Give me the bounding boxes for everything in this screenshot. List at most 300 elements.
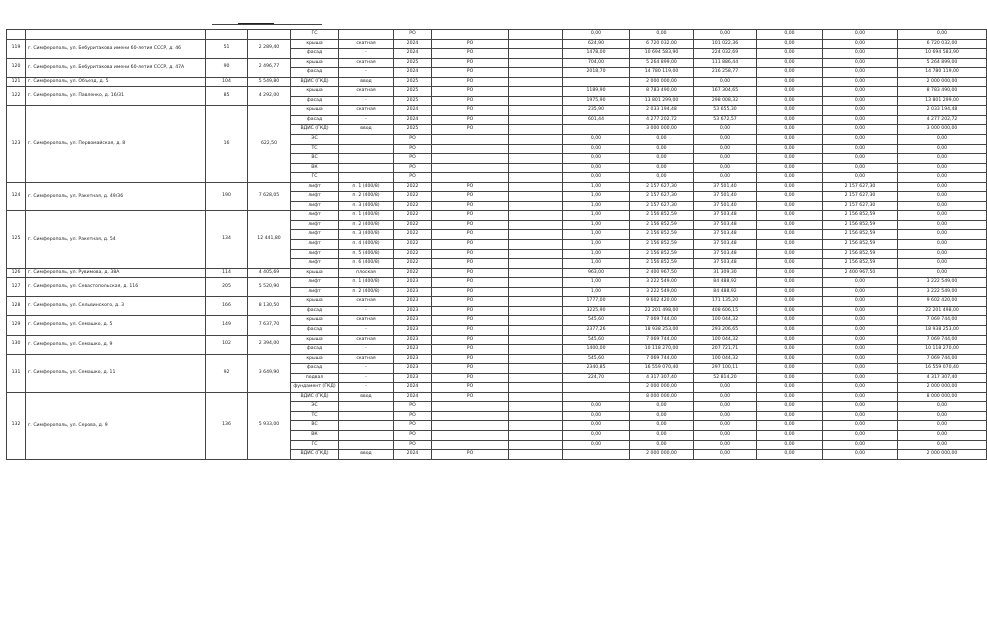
year-cell: РО <box>394 430 432 440</box>
operator-cell <box>432 411 509 421</box>
top-line <box>212 24 322 25</box>
fund-2022-cell: 0,00 <box>823 450 898 460</box>
cost-per-unit-cell: 0,00 <box>694 430 757 440</box>
work-type-cell: ЭС <box>291 402 339 412</box>
cost-total-cell: 10 694 583,90 <box>630 49 694 59</box>
row-number-cell: 125 <box>7 211 26 268</box>
cost-total-cell: 2 156 852,59 <box>630 211 694 221</box>
work-type-cell: ВДИС (ГКД) <box>291 77 339 87</box>
fund-2023-cell: 0,00 <box>898 163 987 173</box>
fund-2023-cell: 2 000 000,00 <box>898 450 987 460</box>
year-cell: 2022 <box>394 268 432 278</box>
blank-cell <box>509 421 563 431</box>
area-cell: 5 549,80 <box>248 77 291 87</box>
address-cell: г. Симферополь, ул. Севастопольская, д. 116 <box>26 278 206 297</box>
cost-per-unit-cell: 224 032,69 <box>694 49 757 59</box>
year-cell: РО <box>394 30 432 40</box>
cost-per-unit-cell: 0,00 <box>694 154 757 164</box>
operator-cell: РО <box>432 192 509 202</box>
fund-2021-cell: 0,00 <box>757 278 823 288</box>
work-type-cell: лифт <box>291 230 339 240</box>
cost-per-unit-cell: 37 503,48 <box>694 230 757 240</box>
operator-cell: РО <box>432 392 509 402</box>
row-number-cell: 119 <box>7 39 26 58</box>
fund-2021-cell: 0,00 <box>757 287 823 297</box>
operator-cell: РО <box>432 125 509 135</box>
cost-total-cell: 0,00 <box>630 440 694 450</box>
work-detail-cell: п. 2 (400/8) <box>339 192 394 202</box>
cost-total-cell: 5 264 899,00 <box>630 58 694 68</box>
year-cell: 2023 <box>394 335 432 345</box>
fund-2022-cell: 2 400 967,50 <box>823 268 898 278</box>
fund-2021-cell: 0,00 <box>757 220 823 230</box>
fund-2021-cell: 0,00 <box>757 115 823 125</box>
work-type-cell: лифт <box>291 220 339 230</box>
area-cell: 12 441,80 <box>248 211 291 268</box>
cost-per-unit-cell: 37 503,48 <box>694 240 757 250</box>
cost-total-cell: 3 000 000,00 <box>630 125 694 135</box>
operator-cell: РО <box>432 373 509 383</box>
fund-2022-cell: 0,00 <box>823 392 898 402</box>
volume-cell <box>563 383 630 393</box>
address-cell: г. Симферополь, ул. Бебуритакова имени 60-летия СССР, д. 47А <box>26 58 206 77</box>
fund-2023-cell: 14 780 119,00 <box>898 68 987 78</box>
fund-2021-cell: 0,00 <box>757 163 823 173</box>
fund-2023-cell: 5 264 899,00 <box>898 58 987 68</box>
work-detail-cell: п. 3 (400/8) <box>339 230 394 240</box>
cost-per-unit-cell: 0,00 <box>694 402 757 412</box>
apartments-cell: 149 <box>206 316 248 335</box>
work-detail-cell: п. 2 (400/8) <box>339 287 394 297</box>
cost-total-cell: 3 222 549,00 <box>630 287 694 297</box>
cost-total-cell: 16 559 070,40 <box>630 364 694 374</box>
fund-2023-cell: 0,00 <box>898 230 987 240</box>
fund-2022-cell: 0,00 <box>823 325 898 335</box>
blank-cell <box>509 182 563 192</box>
fund-2022-cell: 0,00 <box>823 354 898 364</box>
fund-2021-cell: 0,00 <box>757 325 823 335</box>
work-type-cell: ВС <box>291 421 339 431</box>
cost-total-cell: 7 069 744,00 <box>630 354 694 364</box>
cost-total-cell: 2 156 852,59 <box>630 240 694 250</box>
blank-cell <box>509 278 563 288</box>
fund-2022-cell: 2 156 852,59 <box>823 230 898 240</box>
blank-cell <box>509 125 563 135</box>
cost-total-cell: 22 201 498,00 <box>630 306 694 316</box>
volume-cell: 0,00 <box>563 430 630 440</box>
work-detail-cell <box>339 173 394 183</box>
apartments-cell: 114 <box>206 268 248 278</box>
operator-cell: РО <box>432 230 509 240</box>
work-detail-cell: ввод <box>339 125 394 135</box>
address-cell: г. Симферополь, ул. Объезд, д. 5 <box>26 77 206 87</box>
work-type-cell: подвал <box>291 373 339 383</box>
work-type-cell: лифт <box>291 192 339 202</box>
table-row <box>7 39 987 49</box>
fund-2021-cell: 0,00 <box>757 440 823 450</box>
year-cell: 2024 <box>394 383 432 393</box>
blank-cell <box>509 192 563 202</box>
year-cell: 2025 <box>394 125 432 135</box>
cost-total-cell: 0,00 <box>630 154 694 164</box>
area-cell: 5 520,90 <box>248 278 291 297</box>
area-cell: 3 649,90 <box>248 354 291 392</box>
fund-2021-cell: 0,00 <box>757 144 823 154</box>
volume-cell: 1,00 <box>563 201 630 211</box>
work-detail-cell: плоская <box>339 268 394 278</box>
year-cell: 2024 <box>394 39 432 49</box>
fund-2023-cell: 4 317 307,40 <box>898 373 987 383</box>
volume-cell: 1975,90 <box>563 96 630 106</box>
year-cell: 2023 <box>394 278 432 288</box>
operator-cell: РО <box>432 354 509 364</box>
cost-per-unit-cell: 216 258,77 <box>694 68 757 78</box>
cost-total-cell: 0,00 <box>630 173 694 183</box>
fund-2023-cell: 0,00 <box>898 135 987 145</box>
work-type-cell: ГС <box>291 30 339 40</box>
work-detail-cell: скатная <box>339 354 394 364</box>
work-detail-cell: п. 1 (400/8) <box>339 182 394 192</box>
volume-cell: 624,90 <box>563 39 630 49</box>
fund-2022-cell: 0,00 <box>823 49 898 59</box>
year-cell: 2023 <box>394 297 432 307</box>
work-type-cell: фасад <box>291 96 339 106</box>
operator-cell: РО <box>432 240 509 250</box>
work-detail-cell: скатная <box>339 335 394 345</box>
fund-2021-cell: 0,00 <box>757 373 823 383</box>
table-row <box>7 392 987 402</box>
fund-2021-cell: 0,00 <box>757 39 823 49</box>
work-detail-cell: скатная <box>339 87 394 97</box>
operator-cell: РО <box>432 211 509 221</box>
fund-2021-cell: 0,00 <box>757 30 823 40</box>
cost-per-unit-cell: 0,00 <box>694 440 757 450</box>
operator-cell: РО <box>432 259 509 269</box>
work-detail-cell: п. 4 (400/8) <box>339 240 394 250</box>
blank-cell <box>509 144 563 154</box>
cost-per-unit-cell: 111 886,44 <box>694 58 757 68</box>
cost-per-unit-cell: 0,00 <box>694 30 757 40</box>
volume-cell: 0,00 <box>563 440 630 450</box>
blank-cell <box>509 430 563 440</box>
fund-2022-cell: 2 157 627,30 <box>823 192 898 202</box>
fund-2021-cell: 0,00 <box>757 392 823 402</box>
fund-2021-cell: 0,00 <box>757 364 823 374</box>
table-row <box>7 58 987 68</box>
table-row <box>7 316 987 326</box>
row-number-cell: 126 <box>7 268 26 278</box>
fund-2023-cell: 0,00 <box>898 154 987 164</box>
area-cell <box>248 30 291 40</box>
volume-cell: 0,00 <box>563 144 630 154</box>
fund-2023-cell: 2 000 000,00 <box>898 77 987 87</box>
work-type-cell: ТС <box>291 144 339 154</box>
area-cell: 5 933,00 <box>248 392 291 459</box>
cost-per-unit-cell: 171 135,20 <box>694 297 757 307</box>
fund-2023-cell: 0,00 <box>898 411 987 421</box>
volume-cell <box>563 392 630 402</box>
fund-2023-cell: 0,00 <box>898 440 987 450</box>
volume-cell: 545,60 <box>563 335 630 345</box>
area-cell: 2 496,77 <box>248 58 291 77</box>
cost-per-unit-cell: 0,00 <box>694 144 757 154</box>
volume-cell <box>563 77 630 87</box>
area-cell: 622,50 <box>248 106 291 182</box>
fund-2023-cell: 0,00 <box>898 402 987 412</box>
fund-2022-cell: 2 157 627,30 <box>823 182 898 192</box>
year-cell: РО <box>394 144 432 154</box>
cost-total-cell: 2 000 000,00 <box>630 383 694 393</box>
cost-per-unit-cell: 37 503,48 <box>694 259 757 269</box>
cost-per-unit-cell: 100 044,32 <box>694 316 757 326</box>
work-type-cell: ВДИС (ГКД) <box>291 392 339 402</box>
apartments-cell: 51 <box>206 39 248 58</box>
work-type-cell: крыша <box>291 39 339 49</box>
area-cell: 7 637,70 <box>248 316 291 335</box>
work-type-cell: лифт <box>291 249 339 259</box>
fund-2021-cell: 0,00 <box>757 96 823 106</box>
fund-2021-cell: 0,00 <box>757 268 823 278</box>
year-cell: 2022 <box>394 192 432 202</box>
work-type-cell: ВДИС (ГКД) <box>291 450 339 460</box>
cost-total-cell: 2 157 627,30 <box>630 182 694 192</box>
cost-per-unit-cell: 100 044,32 <box>694 354 757 364</box>
row-number-cell: 124 <box>7 182 26 211</box>
work-type-cell: ВДИС (ГКД) <box>291 125 339 135</box>
fund-2022-cell: 2 156 852,59 <box>823 240 898 250</box>
blank-cell <box>509 173 563 183</box>
cost-total-cell: 8 000 000,00 <box>630 392 694 402</box>
operator-cell <box>432 30 509 40</box>
work-detail-cell: скатная <box>339 39 394 49</box>
work-detail-cell: п. 2 (400/8) <box>339 220 394 230</box>
work-type-cell: лифт <box>291 201 339 211</box>
year-cell: 2022 <box>394 211 432 221</box>
fund-2021-cell: 0,00 <box>757 249 823 259</box>
blank-cell <box>509 49 563 59</box>
table-row <box>7 268 987 278</box>
fund-2022-cell: 0,00 <box>823 154 898 164</box>
address-cell: г. Симферополь, ул. Ракетная, д. 54 <box>26 211 206 268</box>
address-cell <box>26 30 206 40</box>
work-type-cell: лифт <box>291 259 339 269</box>
blank-cell <box>509 230 563 240</box>
work-type-cell: фасад <box>291 68 339 78</box>
volume-cell: 224,70 <box>563 373 630 383</box>
fund-2022-cell: 0,00 <box>823 287 898 297</box>
address-cell: г. Симферополь, ул. Семашко, д. 5 <box>26 316 206 335</box>
fund-2023-cell: 10 694 583,90 <box>898 49 987 59</box>
fund-2022-cell: 2 156 852,59 <box>823 249 898 259</box>
operator-cell: РО <box>432 345 509 355</box>
blank-cell <box>509 211 563 221</box>
volume-cell: 0,00 <box>563 154 630 164</box>
fund-2021-cell: 0,00 <box>757 316 823 326</box>
operator-cell: РО <box>432 249 509 259</box>
cost-total-cell: 18 938 253,00 <box>630 325 694 335</box>
year-cell: РО <box>394 163 432 173</box>
table-row <box>7 278 987 288</box>
work-detail-cell <box>339 421 394 431</box>
cost-total-cell: 2 000 000,00 <box>630 77 694 87</box>
cost-total-cell: 2 400 967,50 <box>630 268 694 278</box>
year-cell: 2023 <box>394 325 432 335</box>
year-cell: РО <box>394 421 432 431</box>
volume-cell: 2340,85 <box>563 364 630 374</box>
work-detail-cell: скатная <box>339 297 394 307</box>
work-type-cell: крыша <box>291 87 339 97</box>
apartments-cell: 90 <box>206 58 248 77</box>
volume-cell: 0,00 <box>563 173 630 183</box>
work-type-cell: фасад <box>291 49 339 59</box>
cost-per-unit-cell: 84 488,92 <box>694 287 757 297</box>
row-number-cell <box>7 30 26 40</box>
fund-2021-cell: 0,00 <box>757 182 823 192</box>
year-cell: РО <box>394 135 432 145</box>
fund-2023-cell: 9 602 420,00 <box>898 297 987 307</box>
cost-per-unit-cell: 37 501,40 <box>694 201 757 211</box>
address-cell: г. Симферополь, ул. Серова, д. 9 <box>26 392 206 459</box>
fund-2021-cell: 0,00 <box>757 173 823 183</box>
cost-per-unit-cell: 0,00 <box>694 77 757 87</box>
address-cell: г. Симферополь, ул. Семашко, д. 11 <box>26 354 206 392</box>
address-cell: г. Симферополь, ул. Бебуритакова имени 60-летия СССР, д. 46 <box>26 39 206 58</box>
fund-2021-cell: 0,00 <box>757 106 823 116</box>
blank-cell <box>509 316 563 326</box>
work-type-cell: ВК <box>291 430 339 440</box>
cost-total-cell: 4 317 307,40 <box>630 373 694 383</box>
year-cell: 2023 <box>394 354 432 364</box>
fund-2021-cell: 0,00 <box>757 430 823 440</box>
fund-2023-cell: 8 000 000,00 <box>898 392 987 402</box>
fund-2023-cell: 6 720 032,00 <box>898 39 987 49</box>
cost-total-cell: 0,00 <box>630 30 694 40</box>
work-type-cell: лифт <box>291 278 339 288</box>
work-type-cell: ВК <box>291 163 339 173</box>
fund-2023-cell: 0,00 <box>898 201 987 211</box>
fund-2021-cell: 0,00 <box>757 240 823 250</box>
volume-cell: 1,00 <box>563 220 630 230</box>
work-type-cell: крыша <box>291 268 339 278</box>
volume-cell: 545,60 <box>563 316 630 326</box>
fund-2021-cell: 0,00 <box>757 201 823 211</box>
volume-cell: 1400,00 <box>563 345 630 355</box>
work-type-cell: лифт <box>291 240 339 250</box>
blank-cell <box>509 440 563 450</box>
operator-cell <box>432 163 509 173</box>
work-detail-cell <box>339 402 394 412</box>
cost-total-cell: 0,00 <box>630 135 694 145</box>
table-row <box>7 211 987 221</box>
blank-cell <box>509 249 563 259</box>
work-detail-cell: ввод <box>339 392 394 402</box>
work-detail-cell: скатная <box>339 106 394 116</box>
fund-2023-cell: 10 118 270,00 <box>898 345 987 355</box>
cost-total-cell: 7 069 744,00 <box>630 335 694 345</box>
blank-cell <box>509 259 563 269</box>
fund-2022-cell: 0,00 <box>823 68 898 78</box>
fund-2023-cell: 0,00 <box>898 259 987 269</box>
fund-2021-cell: 0,00 <box>757 58 823 68</box>
fund-2023-cell: 0,00 <box>898 192 987 202</box>
volume-cell: 235,90 <box>563 106 630 116</box>
blank-cell <box>509 345 563 355</box>
fund-2021-cell: 0,00 <box>757 297 823 307</box>
address-cell: г. Симферополь, ул. Семашко, д. 9 <box>26 335 206 354</box>
fund-2022-cell: 0,00 <box>823 96 898 106</box>
fund-2023-cell: 22 201 498,00 <box>898 306 987 316</box>
year-cell: 2025 <box>394 87 432 97</box>
cost-total-cell: 2 000 000,00 <box>630 450 694 460</box>
fund-2022-cell: 2 156 852,59 <box>823 220 898 230</box>
blank-cell <box>509 297 563 307</box>
fund-2022-cell: 0,00 <box>823 373 898 383</box>
fund-2022-cell: 0,00 <box>823 383 898 393</box>
work-type-cell: лифт <box>291 211 339 221</box>
apartments-cell: 190 <box>206 182 248 211</box>
fund-2022-cell: 0,00 <box>823 440 898 450</box>
fund-2021-cell: 0,00 <box>757 49 823 59</box>
fund-2022-cell: 0,00 <box>823 115 898 125</box>
year-cell: 2025 <box>394 96 432 106</box>
fund-2022-cell: 0,00 <box>823 39 898 49</box>
blank-cell <box>509 87 563 97</box>
work-detail-cell: - <box>339 115 394 125</box>
year-cell: 2022 <box>394 230 432 240</box>
work-detail-cell: п. 6 (400/8) <box>339 259 394 269</box>
fund-2023-cell: 18 938 253,00 <box>898 325 987 335</box>
operator-cell: РО <box>432 364 509 374</box>
work-detail-cell: - <box>339 68 394 78</box>
work-detail-cell: - <box>339 306 394 316</box>
cost-total-cell: 0,00 <box>630 421 694 431</box>
cost-per-unit-cell: 31 309,30 <box>694 268 757 278</box>
volume-cell: 0,00 <box>563 135 630 145</box>
fund-2021-cell: 0,00 <box>757 192 823 202</box>
volume-cell: 0,00 <box>563 421 630 431</box>
work-detail-cell: - <box>339 325 394 335</box>
blank-cell <box>509 115 563 125</box>
blank-cell <box>509 163 563 173</box>
cost-per-unit-cell: 53 655,30 <box>694 106 757 116</box>
cost-total-cell: 2 156 852,59 <box>630 230 694 240</box>
volume-cell: 1,00 <box>563 211 630 221</box>
cost-per-unit-cell: 37 501,40 <box>694 192 757 202</box>
operator-cell: РО <box>432 268 509 278</box>
operator-cell: РО <box>432 201 509 211</box>
volume-cell: 1,00 <box>563 192 630 202</box>
year-cell: 2024 <box>394 49 432 59</box>
fund-2021-cell: 0,00 <box>757 411 823 421</box>
work-type-cell: ГС <box>291 440 339 450</box>
operator-cell: РО <box>432 77 509 87</box>
year-cell: 2024 <box>394 106 432 116</box>
work-type-cell: крыша <box>291 354 339 364</box>
row-number-cell: 123 <box>7 106 26 182</box>
volume-cell: 0,00 <box>563 163 630 173</box>
volume-cell: 963,00 <box>563 268 630 278</box>
year-cell: 2022 <box>394 220 432 230</box>
row-number-cell: 128 <box>7 297 26 316</box>
year-cell: 2023 <box>394 345 432 355</box>
volume-cell: 1,00 <box>563 287 630 297</box>
year-cell: 2022 <box>394 240 432 250</box>
cost-total-cell: 4 277 202,72 <box>630 115 694 125</box>
volume-cell: 1478,00 <box>563 49 630 59</box>
fund-2021-cell: 0,00 <box>757 402 823 412</box>
fund-2021-cell: 0,00 <box>757 306 823 316</box>
fund-2022-cell: 0,00 <box>823 106 898 116</box>
